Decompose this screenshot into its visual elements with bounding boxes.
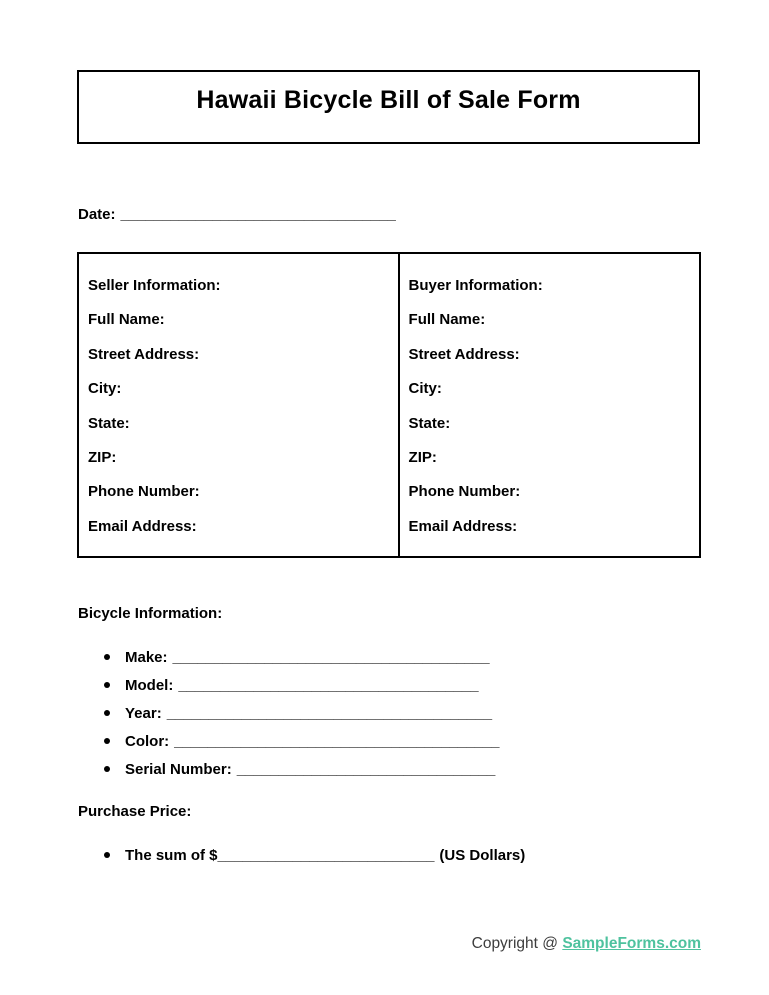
parties-info-table (77, 252, 701, 558)
buyer-street-address-label: Street Address: (408, 345, 520, 363)
list-item-color (104, 727, 500, 755)
buyer-phone-label: Phone Number: (408, 483, 521, 501)
model-label: Model: (125, 676, 174, 694)
form-title: Hawaii Bicycle Bill of Sale Form (196, 86, 581, 114)
color-fill-line: _______________________________________ (174, 732, 500, 750)
bicycle-info-list (104, 643, 500, 783)
list-item-make (104, 643, 500, 671)
year-fill-line: _______________________________________ (166, 704, 493, 722)
list-item-serial-number (104, 755, 500, 783)
list-item-sum (104, 841, 525, 869)
seller-city-label: City: (88, 380, 122, 398)
bullet-icon (104, 710, 110, 716)
date-field (78, 206, 396, 223)
purchase-price-list (104, 841, 525, 869)
seller-street-address-label: Street Address: (88, 345, 200, 363)
list-item-year (104, 699, 500, 727)
buyer-heading: Buyer Information: (408, 277, 543, 294)
date-fill-line: _________________________________ (120, 206, 396, 223)
sum-suffix-label: (US Dollars) (439, 846, 526, 864)
buyer-email-label: Email Address: (408, 517, 518, 535)
sum-prefix-label: The sum of $ (125, 846, 218, 864)
bullet-icon (104, 682, 110, 688)
seller-state-label: State: (88, 414, 130, 432)
seller-phone-label: Phone Number: (88, 483, 200, 501)
seller-info-column (79, 254, 400, 556)
seller-full-name-label: Full Name: (88, 311, 165, 329)
make-fill-line: ______________________________________ (172, 648, 490, 666)
purchase-price-heading: Purchase Price: (78, 803, 192, 820)
serial-number-label: Serial Number: (125, 760, 232, 778)
form-title-box (77, 70, 700, 144)
color-label: Color: (125, 732, 170, 750)
bicycle-info-heading: Bicycle Information: (78, 605, 223, 622)
year-label: Year: (125, 704, 162, 722)
seller-email-label: Email Address: (88, 517, 197, 535)
serial-number-fill-line: _______________________________ (236, 760, 496, 778)
list-item-model (104, 671, 500, 699)
model-fill-line: ____________________________________ (178, 676, 479, 694)
copyright-text: Copyright @ (471, 935, 563, 952)
date-label: Date: (78, 206, 116, 223)
buyer-info-column (400, 254, 699, 556)
sum-fill-line: __________________________ (217, 846, 435, 864)
bullet-icon (104, 738, 110, 744)
bullet-icon (104, 654, 110, 660)
footer-copyright (472, 935, 701, 953)
buyer-full-name-label: Full Name: (408, 311, 486, 329)
buyer-state-label: State: (408, 414, 451, 432)
sampleforms-link[interactable]: SampleForms.com (562, 935, 701, 952)
make-label: Make: (125, 648, 168, 666)
bullet-icon (104, 766, 110, 772)
seller-heading: Seller Information: (88, 277, 221, 294)
seller-zip-label: ZIP: (88, 448, 117, 466)
bullet-icon (104, 852, 110, 858)
buyer-city-label: City: (408, 380, 442, 398)
buyer-zip-label: ZIP: (408, 448, 437, 466)
